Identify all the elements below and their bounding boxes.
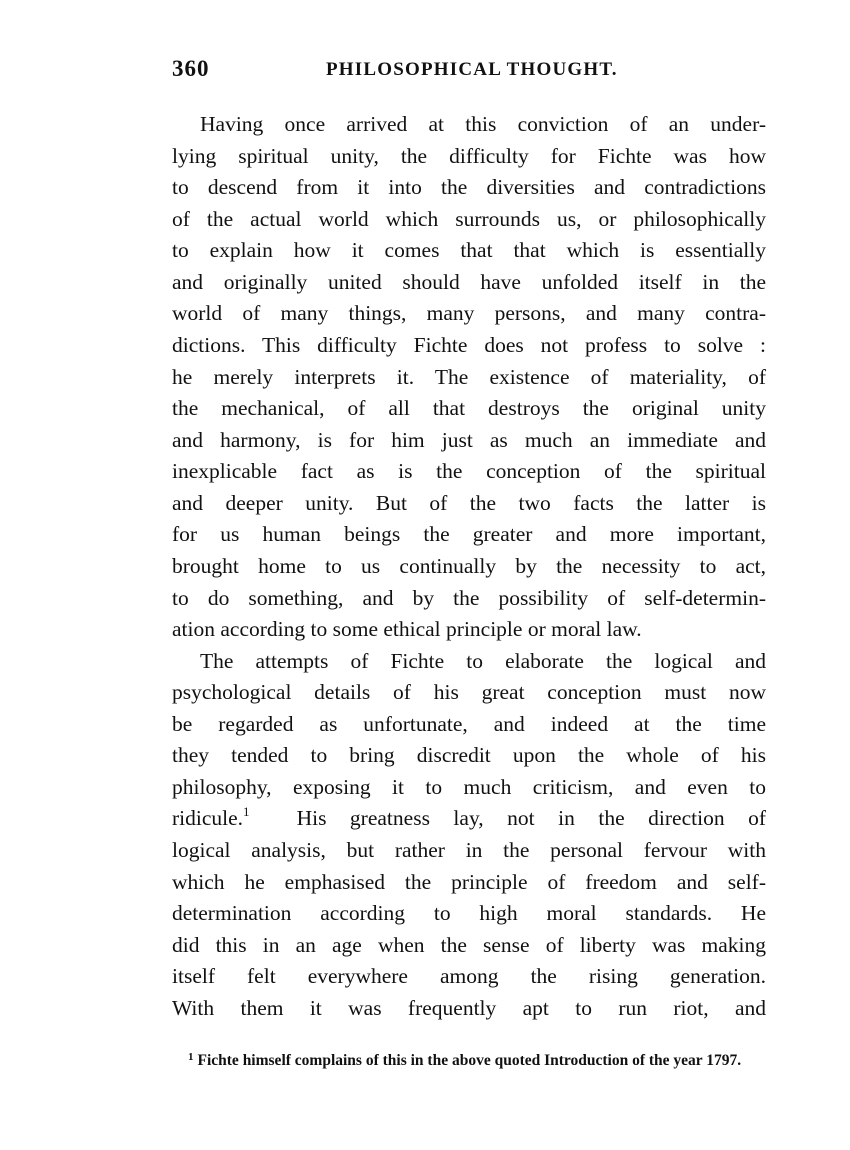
- text-line: they tended to bring discredit upon the whole of his: [172, 743, 766, 767]
- text-line: the mechanical, of all that destroys the original unity: [172, 396, 766, 420]
- text-line: dictions. This difficulty Fichte does not profess to solve :: [172, 333, 766, 357]
- footnote-text: Fichte himself complains of this in the above quoted Introduction of the year 1797.: [197, 1052, 742, 1069]
- text-line: and originally united should have unfolded itself in the: [172, 270, 766, 294]
- text-line: ation according to some ethical principle or moral law.: [172, 617, 642, 641]
- text-line: which he emphasised the principle of freedom and self-: [172, 870, 766, 894]
- text-line: lying spiritual unity, the difficulty for Fichte was how: [172, 144, 766, 168]
- text-line: for us human beings the greater and more important,: [172, 522, 766, 546]
- text-line: he merely interprets it. The existence of materiality, of: [172, 365, 766, 389]
- text-fragment: ridicule.: [172, 806, 244, 830]
- text-line: logical analysis, but rather in the personal fervour with: [172, 838, 766, 862]
- text-line: With them it was frequently apt to run riot, and: [172, 996, 766, 1020]
- text-line: itself felt everywhere among the rising generation.: [172, 964, 766, 988]
- text-line: determination according to high moral standards. He: [172, 901, 766, 925]
- running-head: [172, 56, 768, 90]
- text-line: Having once arrived at this conviction of an under-: [200, 112, 766, 136]
- text-line: to do something, and by the possibility of self-determin-: [172, 586, 766, 610]
- footnote-reference: 1: [243, 804, 250, 819]
- footnote-mark: 1: [188, 1051, 194, 1063]
- text-fragment: His greatness lay, not in the direction of: [296, 806, 766, 830]
- text-line: to explain how it comes that that which is essentially: [172, 238, 766, 262]
- text-line: brought home to us continually by the necessity to act,: [172, 554, 766, 578]
- running-title: PHILOSOPHICAL THOUGHT.: [326, 59, 618, 80]
- text-line: be regarded as unfortunate, and indeed at the time: [172, 712, 766, 736]
- page-number: 360: [172, 56, 210, 81]
- text-line: and harmony, is for him just as much an immediate and: [172, 428, 766, 452]
- text-line: The attempts of Fichte to elaborate the logical and: [200, 649, 766, 673]
- text-line: psychological details of his great conception must now: [172, 680, 766, 704]
- text-line: of the actual world which surrounds us, or philosophically: [172, 207, 766, 231]
- text-line: did this in an age when the sense of liberty was making: [172, 933, 766, 957]
- text-line: to descend from it into the diversities and contradictions: [172, 175, 766, 199]
- text-line: and deeper unity. But of the two facts the latter is: [172, 491, 766, 515]
- text-line: inexplicable fact as is the conception of the spiritual: [172, 459, 766, 483]
- text-line: world of many things, many persons, and many contra-: [172, 301, 766, 325]
- text-line: philosophy, exposing it to much criticism, and even to: [172, 775, 766, 799]
- text-line: [172, 802, 766, 834]
- footnote: [172, 1048, 768, 1070]
